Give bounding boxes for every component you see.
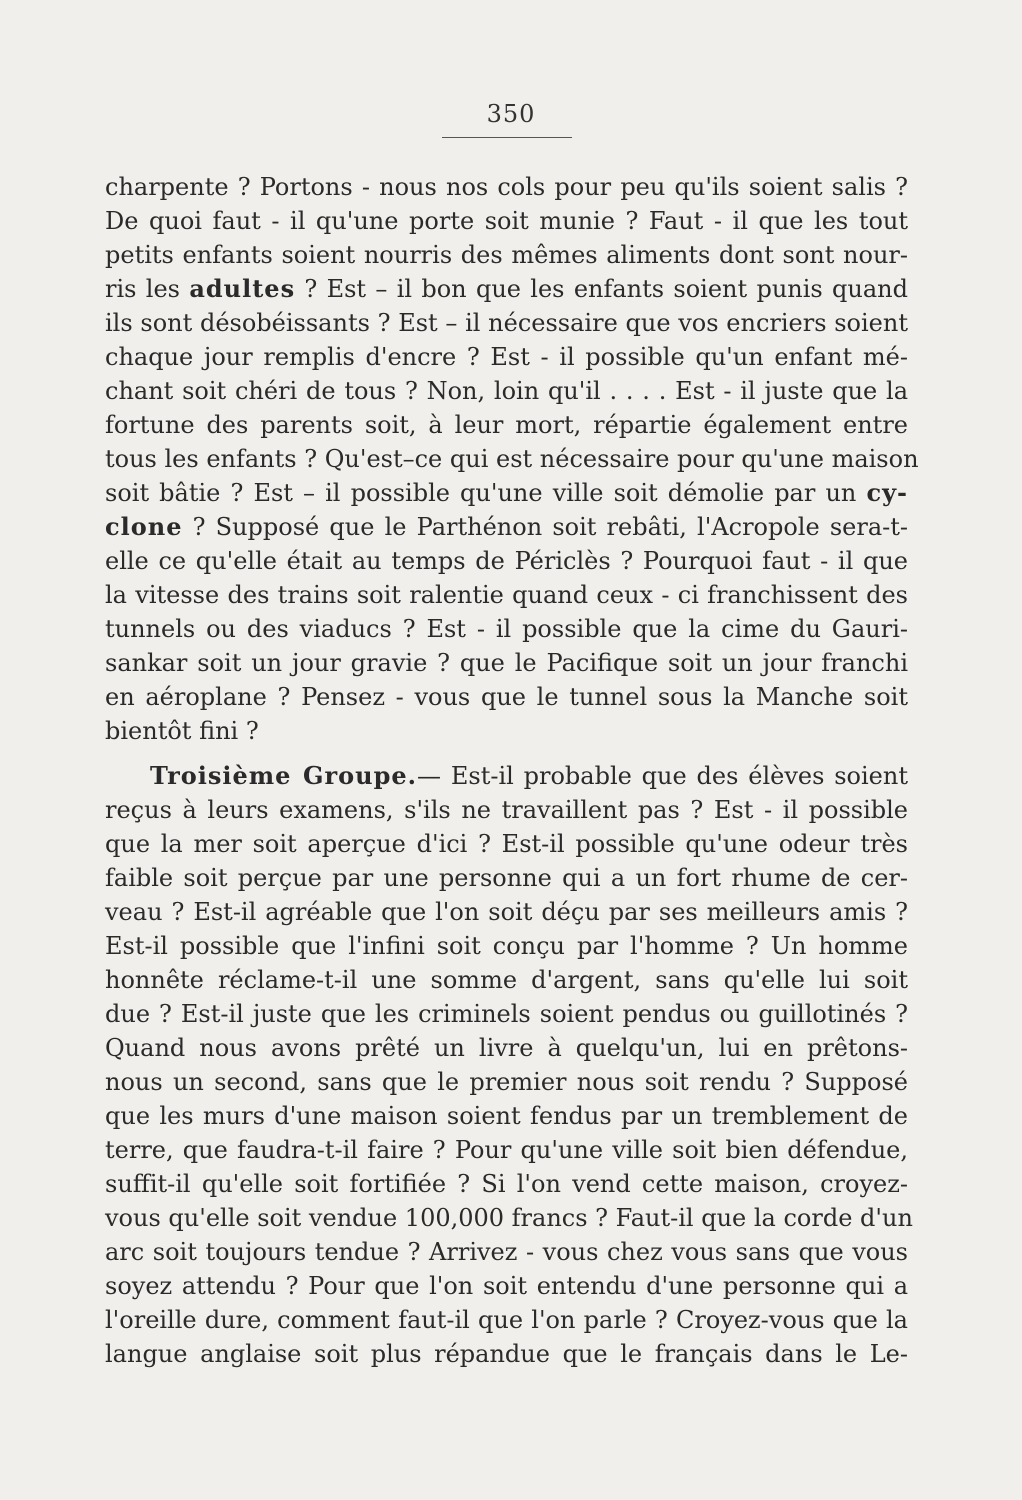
text-line: terre, que faudra-t-il faire ? Pour qu'une ville soit bien défendue, bbox=[105, 1136, 908, 1164]
text-line: l'oreille dure, comment faut-il que l'on parle ? Croyez-vous que la bbox=[105, 1306, 908, 1334]
header-rule bbox=[442, 137, 572, 138]
text-line: vous qu'elle soit vendue 100,000 francs ? Faut-il que la corde d'un bbox=[105, 1204, 913, 1232]
text-line bbox=[105, 272, 908, 306]
text-line: De quoi faut - il qu'une porte soit munie ? Faut - il que les tout bbox=[105, 207, 908, 235]
text-line: Quand nous avons prêté un livre à quelqu'un, lui en prêtons- bbox=[105, 1034, 908, 1062]
text-line: tunnels ou des viaducs ? Est - il possible que la cime du Gauri- bbox=[105, 615, 908, 643]
text-span: soit bâtie ? Est – il possible qu'une ville soit démolie par un bbox=[105, 479, 867, 507]
text-line: due ? Est-il juste que les criminels soient pendus ou guillotinés ? bbox=[105, 1000, 908, 1028]
text-line: honnête réclame-t-il une somme d'argent, sans qu'elle lui soit bbox=[105, 966, 908, 994]
text-line: tous les enfants ? Qu'est–ce qui est nécessaire pour qu'une maison bbox=[105, 445, 919, 473]
text-line: ils sont désobéissants ? Est – il nécessaire que vos encriers soient bbox=[105, 309, 908, 337]
bold-term: adultes bbox=[189, 274, 296, 303]
text-line: faible soit perçue par une personne qui a un fort rhume de cer- bbox=[105, 864, 908, 892]
text-line: elle ce qu'elle était au temps de Périclès ? Pourquoi faut - il que bbox=[105, 547, 908, 575]
text-line: Est-il possible que l'infini soit conçu par l'homme ? Un homme bbox=[105, 932, 908, 960]
text-line bbox=[150, 759, 908, 793]
text-line: charpente ? Portons - nous nos cols pour peu qu'ils soient salis ? bbox=[105, 173, 908, 201]
text-span: ? Supposé que le Parthénon soit rebâti, l'Acropole sera-t- bbox=[182, 513, 908, 541]
page-number: 350 bbox=[486, 100, 536, 128]
text-line: que les murs d'une maison soient fendus par un tremblement de bbox=[105, 1102, 908, 1130]
text-line: fortune des parents soit, à leur mort, répartie également entre bbox=[105, 411, 908, 439]
text-line: que la mer soit aperçue d'ici ? Est-il possible qu'une odeur très bbox=[105, 830, 908, 858]
text-line: la vitesse des trains soit ralentie quand ceux - ci franchissent des bbox=[105, 581, 908, 609]
text-line: suffit-il qu'elle soit fortifiée ? Si l'on vend cette maison, croyez- bbox=[105, 1170, 908, 1198]
bold-term: cy- bbox=[866, 478, 908, 507]
text-line: soyez attendu ? Pour que l'on soit entendu d'une personne qui a bbox=[105, 1272, 908, 1300]
text-line: bientôt fini ? bbox=[105, 717, 259, 745]
text-line: langue anglaise soit plus répandue que le français dans le Le- bbox=[105, 1340, 908, 1368]
text-line: nous un second, sans que le premier nous soit rendu ? Supposé bbox=[105, 1068, 908, 1096]
text-line: sankar soit un jour gravie ? que le Pacifique soit un jour franchi bbox=[105, 649, 908, 677]
text-span: — Est-il probable que des élèves soient bbox=[417, 762, 908, 790]
text-line: arc soit toujours tendue ? Arrivez - vous chez vous sans que vous bbox=[105, 1238, 908, 1266]
text-line: chaque jour remplis d'encre ? Est - il possible qu'un enfant mé- bbox=[105, 343, 908, 371]
text-line bbox=[105, 476, 908, 510]
text-line: en aéroplane ? Pensez - vous que le tunnel sous la Manche soit bbox=[105, 683, 908, 711]
text-line: petits enfants soient nourris des mêmes aliments dont sont nour- bbox=[105, 241, 908, 269]
text-span: ris les bbox=[105, 275, 190, 303]
section-heading: Troisième Groupe. bbox=[150, 761, 418, 790]
text-span: ? Est – il bon que les enfants soient punis quand bbox=[295, 275, 909, 303]
bold-term: clone bbox=[105, 512, 183, 541]
text-line bbox=[105, 510, 908, 544]
text-line: veau ? Est-il agréable que l'on soit déçu par ses meilleurs amis ? bbox=[105, 898, 908, 926]
text-line: chant soit chéri de tous ? Non, loin qu'il . . . . Est - il juste que la bbox=[105, 377, 908, 405]
text-line: reçus à leurs examens, s'ils ne travaillent pas ? Est - il possible bbox=[105, 796, 908, 824]
